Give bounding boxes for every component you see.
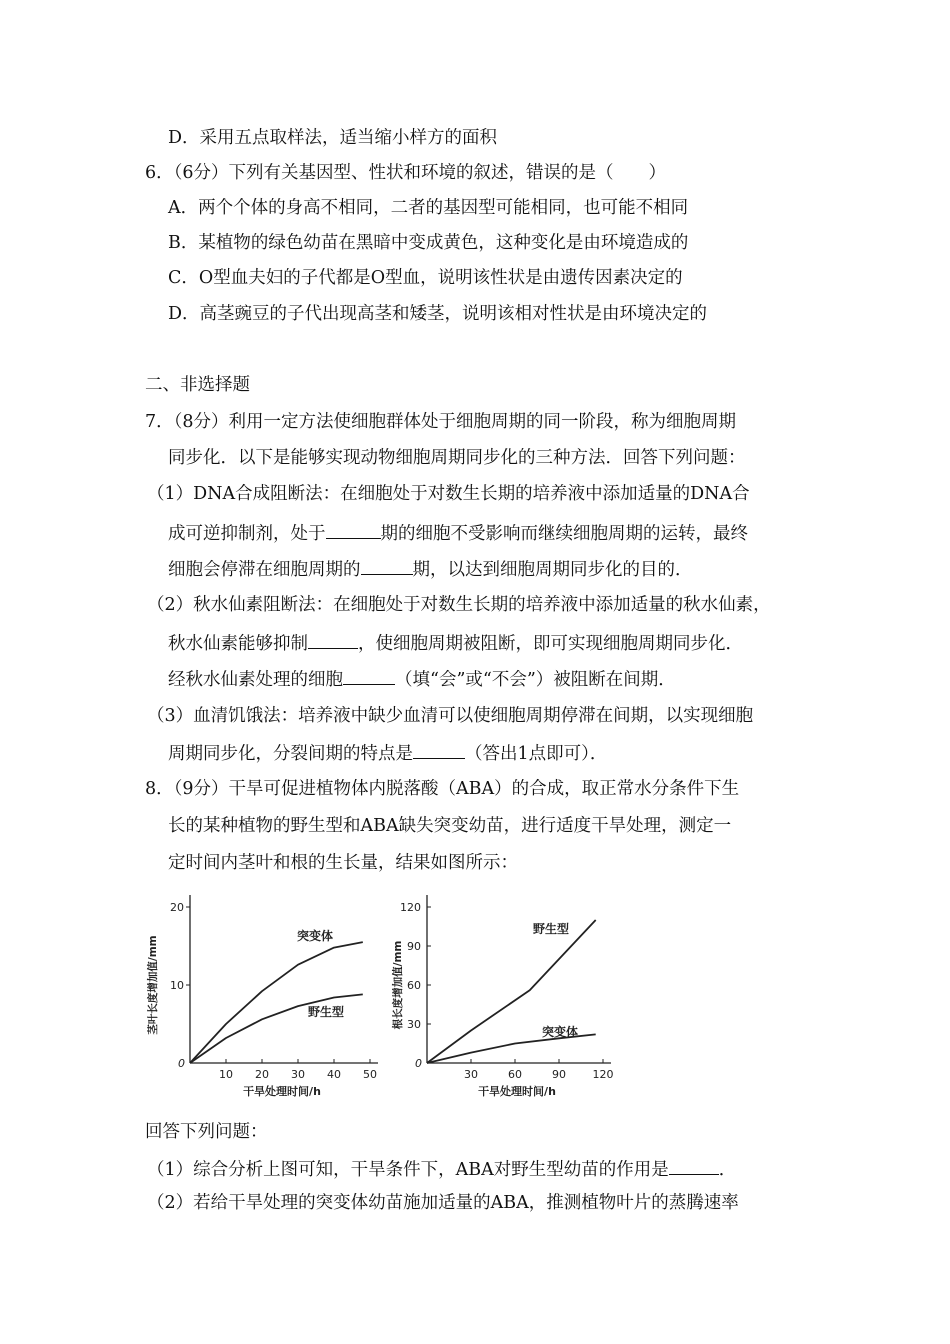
- x-tick-label: 120: [592, 1068, 614, 1081]
- q6-option-b: B．某植物的绿色幼苗在黑暗中变成黄色，这种变化是由环境造成的: [168, 233, 689, 253]
- q7-p1-line3-b: 期，以达到细胞周期同步化的目的．: [412, 560, 693, 580]
- q7-p2-line1: （2）秋水仙素阻断法：在细胞处于对数生长期的培养液中添加适量的秋水仙素，: [147, 595, 771, 615]
- q8-stem-line2: 长的某种植物的野生型和ABA缺失突变幼苗，进行适度干旱处理，测定一: [168, 816, 732, 836]
- q7-stem-line2: 同步化．以下是能够实现动物细胞周期同步化的三种方法．回答下列问题：: [168, 448, 746, 468]
- root-growth-chart: [385, 885, 625, 1100]
- y-axis-title: 茎叶长度增加值/mm: [147, 935, 159, 1035]
- x-tick-label: 90: [552, 1068, 566, 1081]
- x-tick-label: 30: [464, 1068, 478, 1081]
- q6-stem: 6．（6分）下列有关基因型、性状和环境的叙述，错误的是（ ）: [145, 163, 667, 183]
- q8-stem-line1: 8．（9分）干旱可促进植物体内脱落酸（ABA）的合成，取正常水分条件下生: [145, 779, 740, 799]
- q7-p2-line2-a: 秋水仙素能够抑制: [168, 634, 308, 654]
- q8-answer-intro: 回答下列问题：: [145, 1122, 268, 1142]
- origin-label: 0: [415, 1057, 422, 1070]
- y-tick-label: 60: [407, 979, 421, 992]
- q7-p3-line1: （3）血清饥饿法：培养液中缺少血清可以使细胞周期停滞在间期，以实现细胞: [147, 706, 754, 726]
- answer-blank[interactable]: [308, 630, 358, 649]
- answer-blank[interactable]: [326, 520, 381, 539]
- q7-p3-line2-b: （答出1点即可）．: [465, 744, 608, 764]
- q7-p2-line3-a: 经秋水仙素处理的细胞: [168, 670, 343, 690]
- q7-p1-line3-a: 细胞会停滞在细胞周期的: [168, 560, 361, 580]
- q6-option-d: D．高茎豌豆的子代出现高茎和矮茎，说明该相对性状是由环境决定的: [168, 304, 708, 324]
- q6-option-c: C．O型血夫妇的子代都是O型血，说明该性状是由遗传因素决定的: [168, 268, 683, 288]
- q7-p1-line1: （1）DNA合成阻断法：在细胞处于对数生长期的培养液中添加适量的DNA合: [147, 484, 750, 504]
- x-tick-label: 60: [508, 1068, 522, 1081]
- x-tick-label: 50: [363, 1068, 377, 1081]
- y-tick-label: 10: [170, 979, 184, 992]
- y-tick-label: 30: [407, 1018, 421, 1031]
- origin-label: 0: [178, 1057, 185, 1070]
- q8-p1: [147, 1156, 736, 1182]
- q7-p2-line2-b: ，使细胞周期被阻断，即可实现细胞周期同步化．: [358, 634, 743, 654]
- series-label: 野生型: [307, 1005, 345, 1019]
- section-title: 二、非选择题: [145, 375, 250, 395]
- q7-p2-line2: [168, 630, 743, 656]
- q7-p1-line2-a: 成可逆抑制剂，处于: [168, 524, 326, 544]
- y-tick-label: 90: [407, 940, 421, 953]
- q7-stem-line1: 7．（8分）利用一定方法使细胞群体处于细胞周期的同一阶段，称为细胞周期: [145, 412, 737, 432]
- y-axis-title: 根长度增加值/mm: [392, 940, 404, 1030]
- answer-blank[interactable]: [343, 666, 395, 685]
- q8-p1-a: （1）综合分析上图可知，干旱条件下，ABA对野生型幼苗的作用是: [147, 1160, 669, 1180]
- y-tick-label: 20: [170, 901, 184, 914]
- y-tick-label: 120: [400, 901, 421, 914]
- q7-p2-line3-b: （填“会”或“不会”）被阻断在间期．: [395, 670, 676, 690]
- q7-p1-line2-b: 期的细胞不受影响而继续细胞周期的运转，最终: [380, 524, 748, 544]
- q6-option-a: A．两个个体的身高不相同，二者的基因型可能相同，也可能不相同: [168, 198, 689, 218]
- q5-option-d: D．采用五点取样法，适当缩小样方的面积: [168, 128, 498, 148]
- x-tick-label: 10: [219, 1068, 233, 1081]
- series-label: 突变体: [541, 1025, 579, 1039]
- series-line: [427, 920, 596, 1063]
- q8-p2: （2）若给干旱处理的突变体幼苗施加适量的ABA，推测植物叶片的蒸腾速率: [147, 1193, 739, 1213]
- x-tick-label: 30: [291, 1068, 305, 1081]
- q8-stem-line3: 定时间内茎叶和根的生长量，结果如图所示：: [168, 853, 518, 873]
- x-axis-title: 干旱处理时间/h: [478, 1085, 556, 1098]
- series-label: 突变体: [296, 929, 334, 943]
- q7-p1-line3: [168, 556, 693, 582]
- answer-blank[interactable]: [413, 740, 465, 759]
- q7-p1-line2: [168, 520, 748, 546]
- answer-blank[interactable]: [669, 1156, 719, 1175]
- shoot-growth-chart: [140, 885, 380, 1100]
- q7-p3-line2-a: 周期同步化，分裂间期的特点是: [168, 744, 413, 764]
- q7-p2-line3: [168, 666, 676, 692]
- q8-p1-b: ．: [718, 1160, 737, 1180]
- x-tick-label: 20: [255, 1068, 269, 1081]
- x-axis-title: 干旱处理时间/h: [243, 1085, 321, 1098]
- answer-blank[interactable]: [361, 556, 413, 575]
- series-label: 野生型: [532, 922, 570, 936]
- x-tick-label: 40: [327, 1068, 341, 1081]
- q7-p3-line2: [168, 740, 607, 766]
